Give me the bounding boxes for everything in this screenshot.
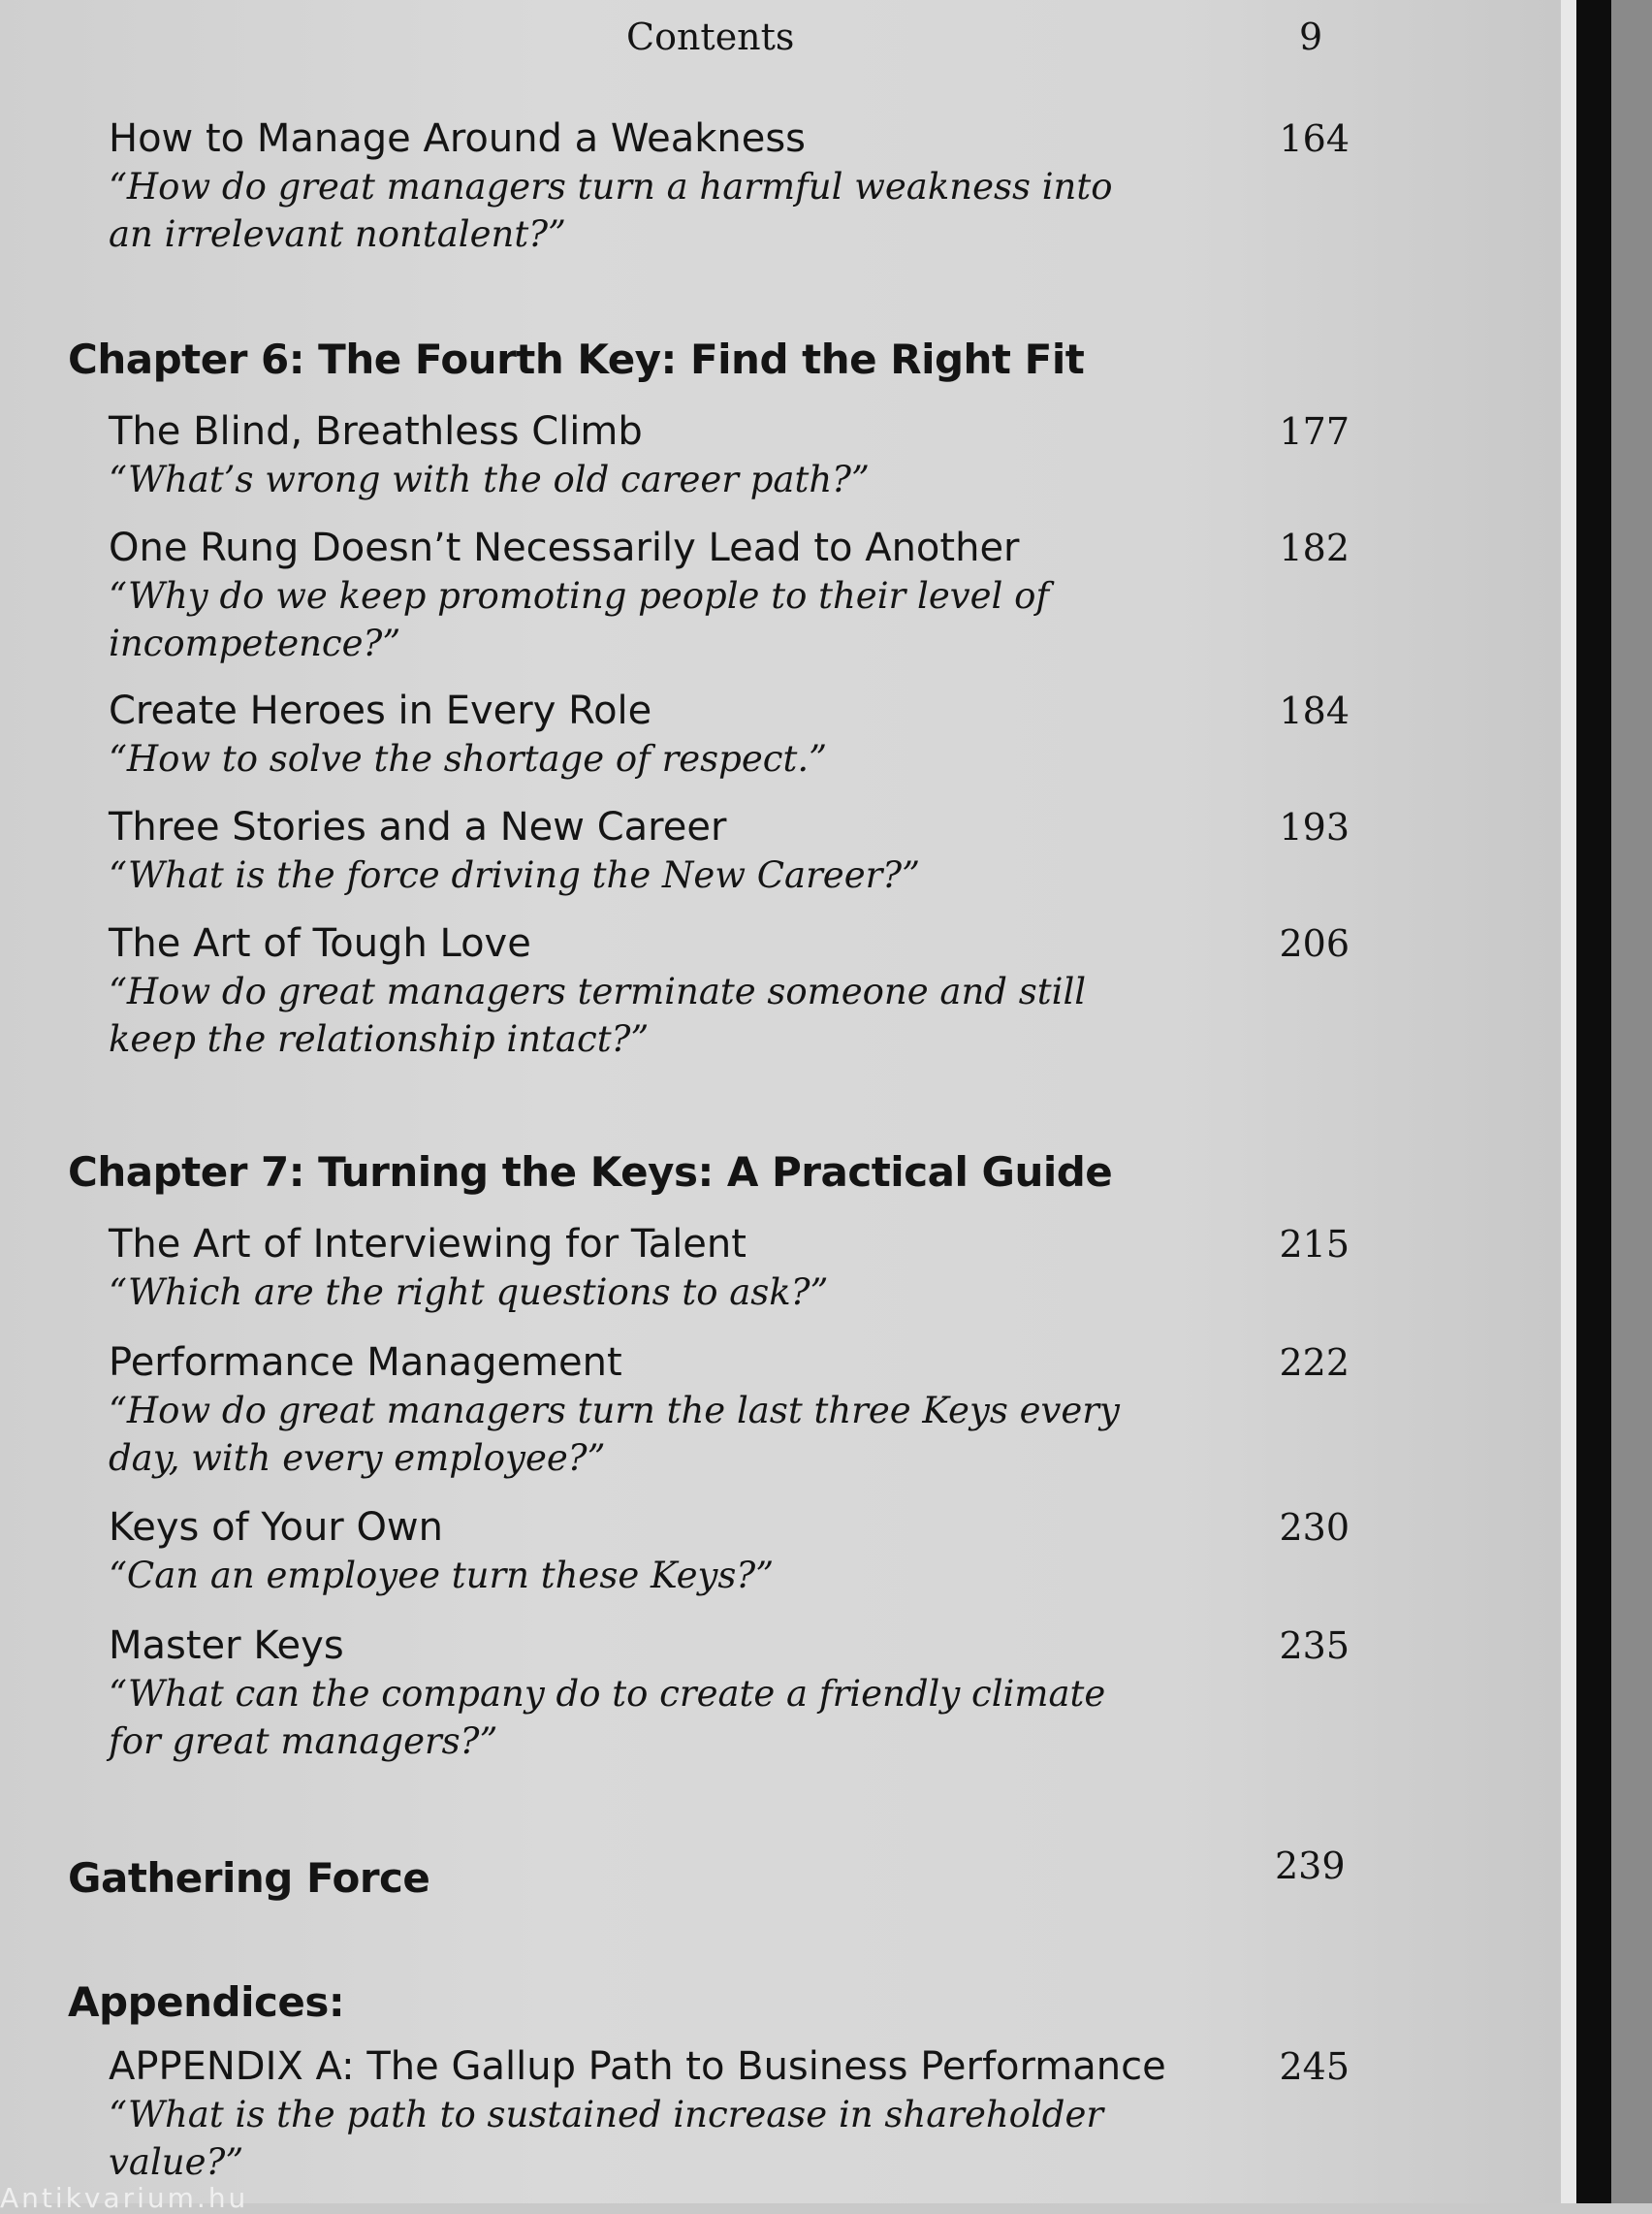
entry-page: 164 [1279,117,1350,160]
entry-question: “How do great managers terminate someone and still keep the relationship intact?” [109,971,1087,1060]
toc-entry [109,407,1350,503]
page-number: 9 [1299,16,1323,58]
entry-page: 206 [1279,922,1350,965]
entry-question: “How do great managers turn the last three Keys every day, with every employee?” [109,1390,1120,1479]
toc-entry [109,1621,1350,1765]
entry-page: 230 [1279,1506,1350,1549]
entry-title: Three Stories and a New Career [109,805,727,850]
gathering-force-heading: Gathering Force [68,1854,430,1902]
gathering-force-page: 239 [1275,1845,1346,1887]
toc-entry [109,1338,1350,1482]
toc-entry [109,803,1350,899]
entry-title: Create Heroes in Every Role [109,689,652,733]
entry-question: “What’s wrong with the old career path?” [109,459,870,500]
entry-title: The Blind, Breathless Climb [109,409,643,454]
entry-title: The Art of Tough Love [109,921,531,966]
entry-title: Performance Management [109,1340,622,1385]
appendices-heading: Appendices: [68,1978,345,2026]
page-edge [1561,0,1576,2203]
toc-entry [109,687,1350,783]
entry-page: 193 [1279,806,1350,849]
entry-question: “What is the path to sustained increase in shareholder value?” [109,2094,1104,2183]
watermark: Antikvarium.hu [0,2182,249,2214]
toc-entry [109,524,1350,667]
entry-question: “Why do we keep promoting people to their level of incompetence?” [109,575,1050,664]
entry-question: “How to solve the shortage of respect.” [109,738,828,780]
entry-page: 184 [1279,690,1350,732]
toc-entry [109,114,1350,258]
entry-question: “How do great managers turn a harmful weakness into an irrelevant nontalent?” [109,166,1113,255]
entry-title: Master Keys [109,1623,344,1668]
toc-entry [109,919,1350,1063]
toc-entry [109,1503,1350,1599]
chapter-7-heading: Chapter 7: Turning the Keys: A Practical Guide [68,1148,1113,1196]
background-surface [1611,0,1652,2203]
book-spine-shadow [1576,0,1611,2203]
entry-title: The Art of Interviewing for Talent [109,1222,747,1267]
chapter-6-heading: Chapter 6: The Fourth Key: Find the Right Fit [68,336,1085,383]
entry-question: “Can an employee turn these Keys?” [109,1555,775,1596]
toc-entry [109,2042,1350,2186]
entry-question: “What is the force driving the New Career?” [109,854,921,896]
entry-question: “Which are the right questions to ask?” [109,1271,829,1313]
entry-page: 222 [1279,1341,1350,1384]
running-head: Contents [626,16,795,58]
entry-page: 182 [1279,527,1350,569]
entry-page: 235 [1279,1624,1350,1667]
entry-page: 245 [1279,2045,1350,2088]
entry-page: 215 [1279,1223,1350,1266]
entry-title: APPENDIX A: The Gallup Path to Business Performance [109,2044,1166,2089]
entry-question: “What can the company do to create a friendly climate for great managers?” [109,1673,1106,1762]
toc-entry [109,1220,1350,1316]
entry-title: One Rung Doesn’t Necessarily Lead to Another [109,526,1020,570]
entry-title: How to Manage Around a Weakness [109,116,807,161]
entry-title: Keys of Your Own [109,1505,443,1550]
entry-page: 177 [1279,410,1350,453]
